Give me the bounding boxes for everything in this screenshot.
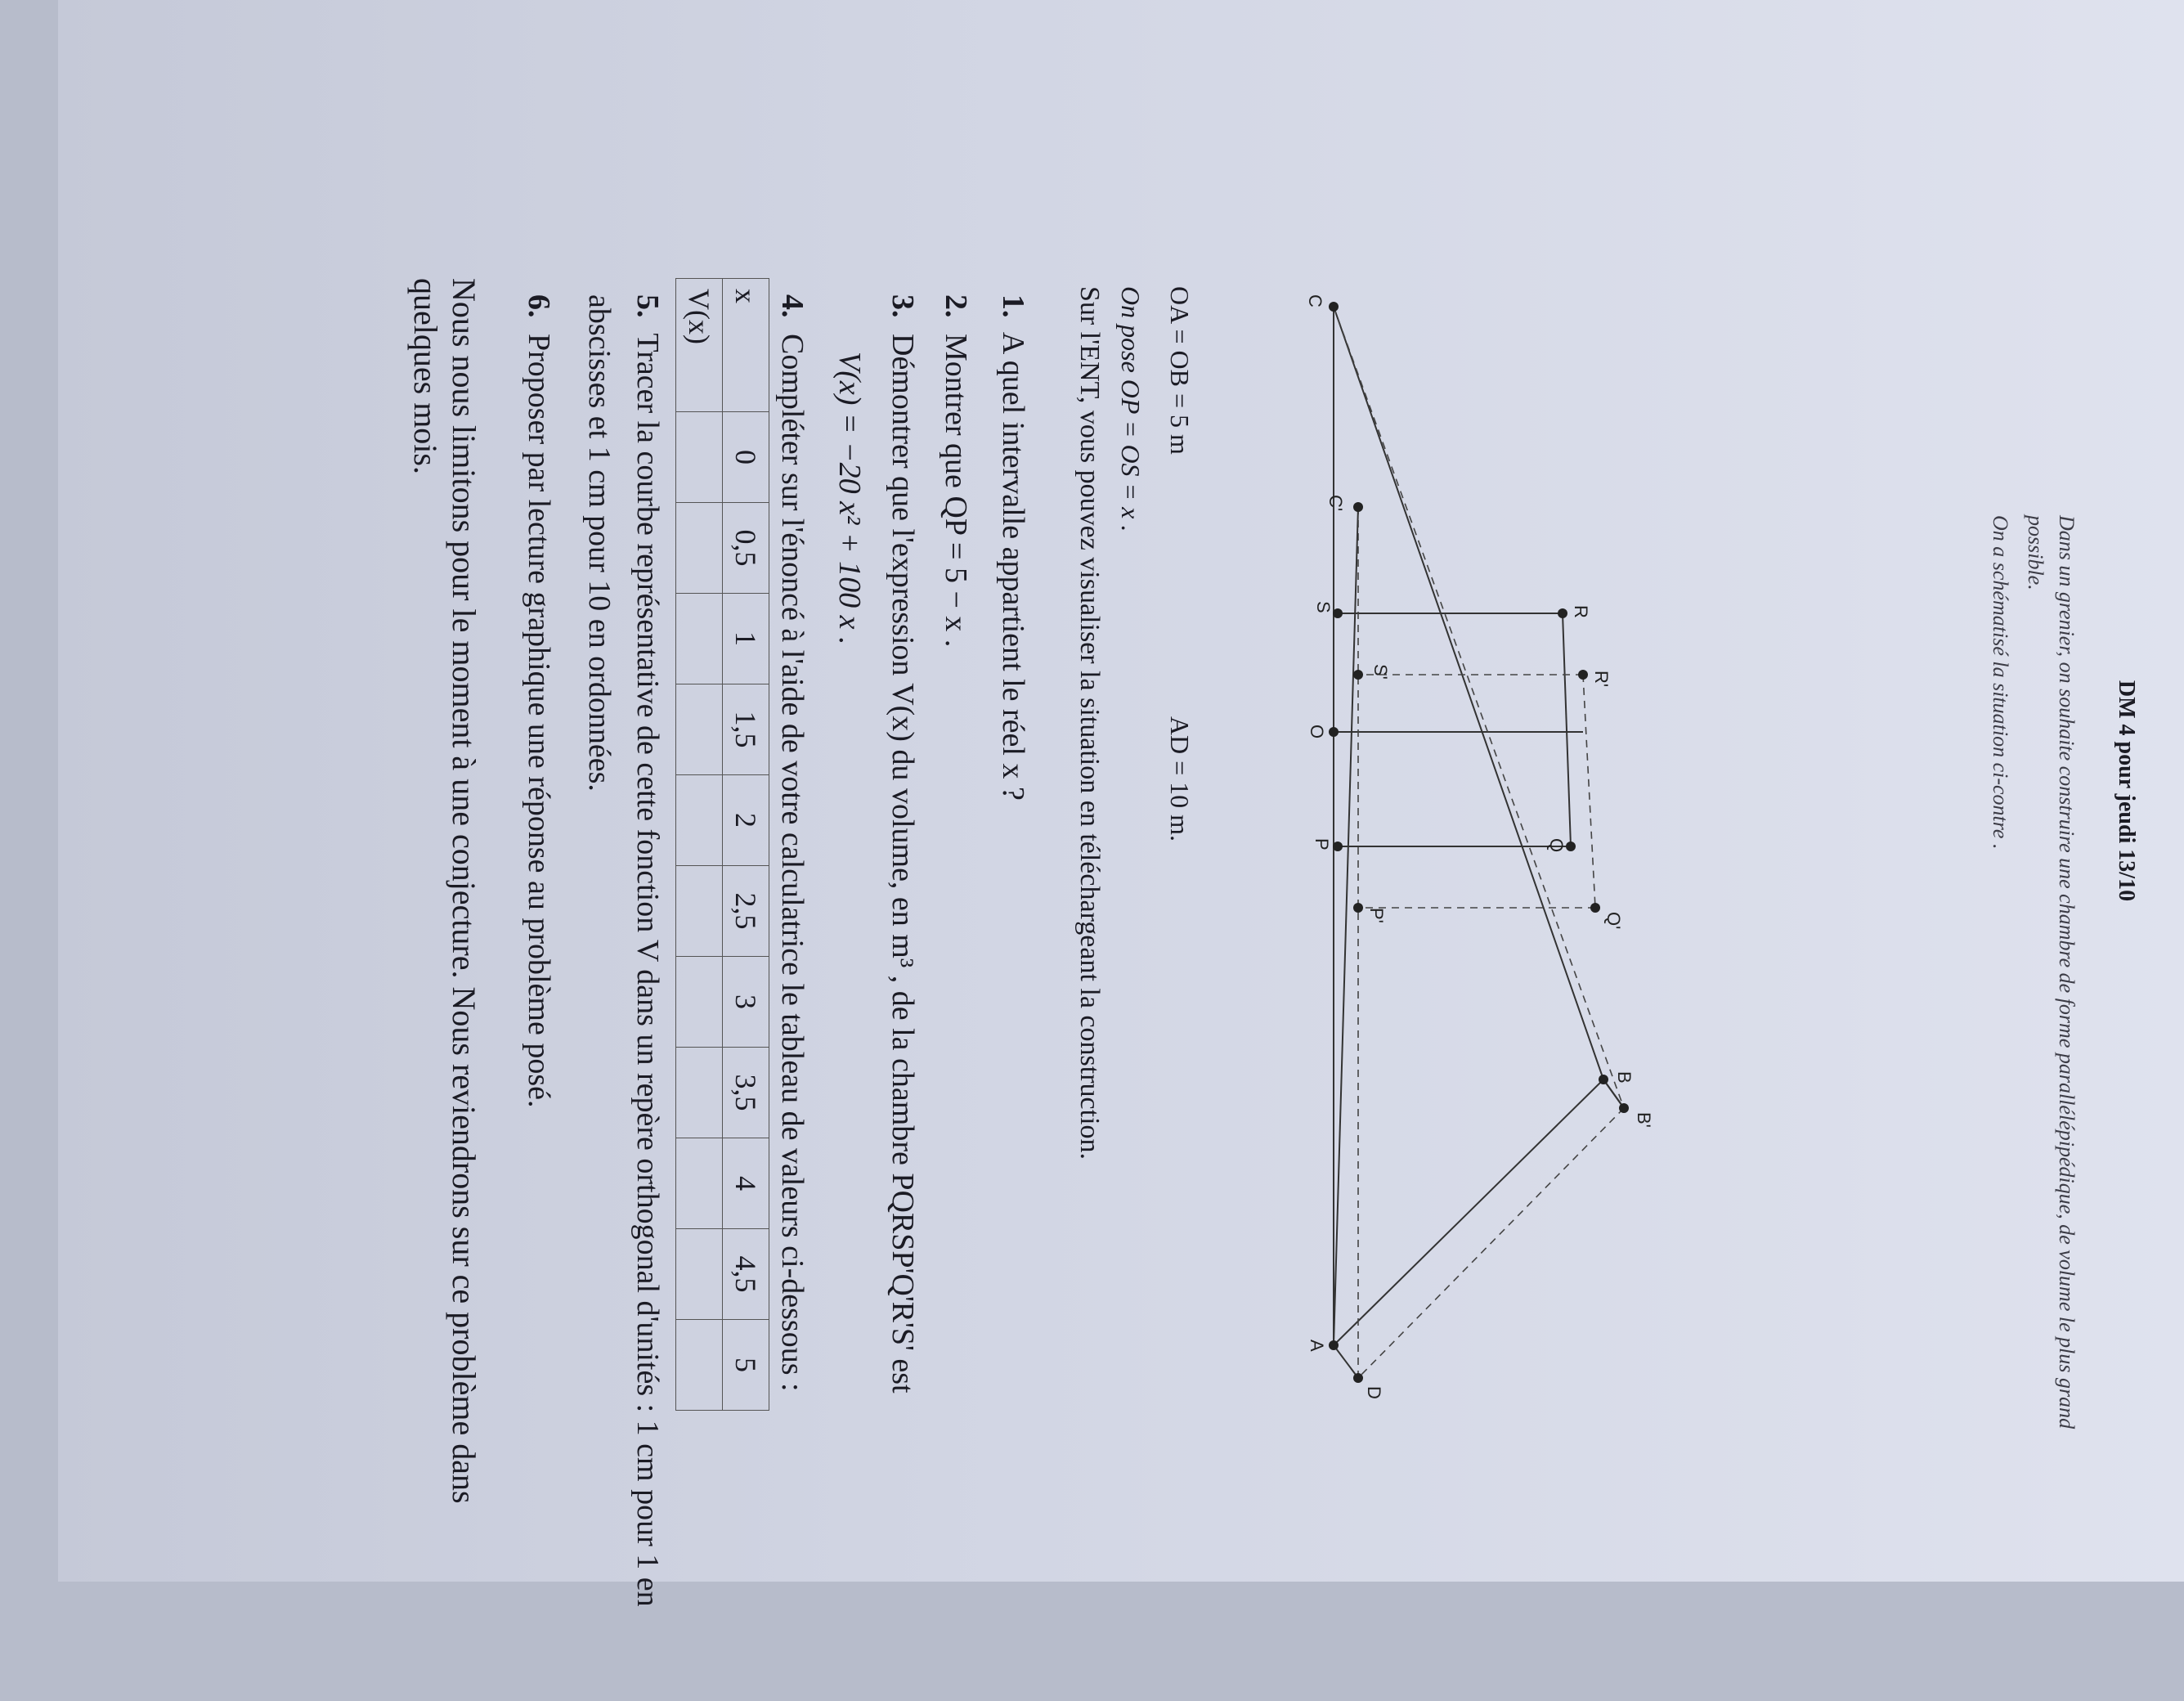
question-1 <box>995 294 1031 801</box>
point-c <box>1329 302 1339 312</box>
question-2-text: Montrer que QP = 5 − x . <box>939 334 973 648</box>
table-cell-v[interactable] <box>676 594 723 684</box>
point-r <box>1558 608 1567 618</box>
question-1-text: A quel intervalle appartient le réel x ? <box>996 331 1030 801</box>
table-row-x <box>723 279 769 1411</box>
label-r: R <box>1571 605 1591 618</box>
table-cell-v[interactable] <box>676 1138 723 1229</box>
question-4-number: 4. <box>775 294 809 318</box>
question-3-number: 3. <box>886 294 920 318</box>
label-b-prime: B' <box>1634 1112 1654 1128</box>
question-2 <box>938 294 974 647</box>
table-cell-x: 2 <box>723 775 769 866</box>
label-s-prime: S' <box>1370 664 1391 680</box>
table-cell-x: 5 <box>723 1320 769 1411</box>
point-b <box>1599 1075 1608 1084</box>
table-cell-x: 3,5 <box>723 1048 769 1138</box>
given-pose: On pose OP = OS = x . <box>1116 286 1146 532</box>
label-s: S <box>1313 601 1334 613</box>
table-cell-v[interactable] <box>676 1320 723 1411</box>
point-s <box>1333 608 1343 618</box>
label-d: D <box>1364 1386 1384 1399</box>
table-cell-x: 2,5 <box>723 866 769 957</box>
label-b: B <box>1614 1071 1635 1084</box>
point-p <box>1333 842 1343 851</box>
table-cell-v[interactable] <box>676 684 723 775</box>
question-4 <box>774 294 810 1392</box>
page-title: DM 4 pour jeudi 13/10 <box>2114 680 2139 902</box>
point-d <box>1353 1373 1363 1383</box>
worksheet-paper <box>58 0 2184 1607</box>
label-r-prime: R' <box>1591 671 1612 688</box>
table-row-v <box>676 279 723 1411</box>
question-4-text: Compléter sur l'énoncé à l'aide de votre calculatrice le tableau de valeurs ci-dessous : <box>775 334 809 1392</box>
label-q: Q <box>1546 838 1567 853</box>
ent-note: Sur l'ENT, vous pouvez visualiser la situation en téléchargeant la construction. <box>1074 286 1105 1160</box>
question-6 <box>521 294 557 1108</box>
label-p: P <box>1312 838 1332 850</box>
question-5 <box>575 294 671 1701</box>
question-5-text: Tracer la courbe représentative de cette fonction V dans un repère orthogonal d'unités : 1 cm pour 1 en abscisses et 1 cm pour 10 en ordonnées. <box>582 294 665 1607</box>
question-6-number: 6. <box>522 294 556 318</box>
table-cell-v[interactable] <box>676 1048 723 1138</box>
table-cell-x: 0 <box>723 412 769 503</box>
given-oa-ob: OA = OB = 5 m <box>1165 286 1195 455</box>
label-c-prime: C' <box>1325 495 1346 512</box>
label-q-prime: Q' <box>1603 912 1624 930</box>
point-c-prime <box>1353 502 1363 512</box>
table-cell-v[interactable] <box>676 866 723 957</box>
table-cell-v[interactable] <box>676 775 723 866</box>
conclusion-text: Nous nous limitons pour le moment à une conjecture. Nous reviendrons sur ce problème dans quelques mois. <box>407 278 482 1504</box>
label-c: C <box>1305 294 1325 307</box>
volume-formula: V(x) = −20 x² + 100 x . <box>832 352 867 645</box>
table-cell-v[interactable] <box>676 412 723 503</box>
intro-line-1: Dans un grenier, on souhaite construire une chambre de forme parallélépipédique, de volume le plus grand possible. <box>2024 515 2079 1429</box>
given-ad: AD = 10 m. <box>1165 716 1195 842</box>
label-a: A <box>1307 1340 1327 1352</box>
point-a <box>1329 1340 1339 1350</box>
table-cell-x: 1,5 <box>723 684 769 775</box>
given-lengths <box>1164 286 1195 842</box>
table-cell-x: 4 <box>723 1138 769 1229</box>
question-5-number: 5. <box>630 294 665 318</box>
table-cell-x: 1 <box>723 594 769 684</box>
table-cell-v[interactable] <box>676 503 723 594</box>
question-3-text: Démontrer que l'expression V(x) du volume, en m³ , de la chambre PQRSP'Q'R'S' est <box>886 334 920 1394</box>
point-q-prime <box>1590 903 1600 913</box>
table-cell-v[interactable] <box>676 1229 723 1320</box>
table-cell-x: 4,5 <box>723 1229 769 1320</box>
label-p-prime: P' <box>1366 908 1387 923</box>
point-r-prime <box>1578 670 1588 680</box>
attic-diagram <box>1293 262 1816 1407</box>
question-1-number: 1. <box>996 294 1030 318</box>
values-table <box>675 278 769 1411</box>
table-cell-v[interactable] <box>676 957 723 1048</box>
attic-figure <box>1293 262 1816 1407</box>
intro-line-2: On a schématisé la situation ci-contre . <box>1988 515 2012 850</box>
point-q <box>1566 842 1576 851</box>
point-o <box>1329 727 1339 737</box>
question-2-number: 2. <box>939 294 973 318</box>
question-3 <box>885 294 921 1394</box>
point-p-prime <box>1353 903 1363 913</box>
table-cell-x: 3 <box>723 957 769 1048</box>
question-6-text: Proposer par lecture graphique une réponse au problème posé. <box>522 334 556 1108</box>
point-s-prime <box>1353 670 1363 680</box>
point-b-prime <box>1619 1103 1629 1113</box>
label-o: O <box>1307 725 1327 739</box>
intro-text <box>1980 515 2082 1456</box>
table-header-v: V(x) <box>676 279 723 412</box>
table-cell-x: 0,5 <box>723 503 769 594</box>
table-header-x: x <box>723 279 769 412</box>
